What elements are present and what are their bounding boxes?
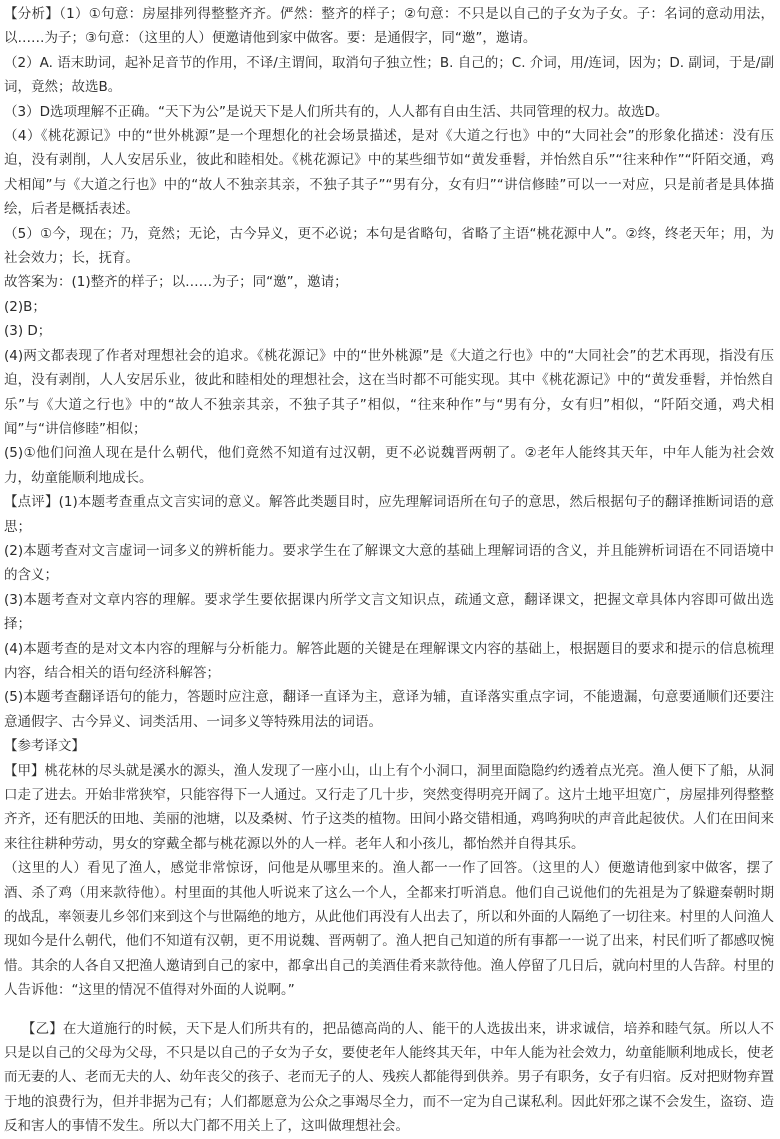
paragraph: 【分析】（1）①句意：房屋排列得整整齐齐。俨然：整齐的样子；②句意：不只是以自己的子女为子女。子：名词的意动用法，以……为子；③句意：（这里的人）便邀请他到家中做客。要：是通假字，同“邀”，邀请。 [4,6,774,47]
paragraph: （2）A. 语末助词，起补足音节的作用，不译/主谓间，取消句子独立性；B. 自己的；C. 介词，用/连词，因为；D. 副词，于是/副词，竟然；故选B。 [4,54,774,96]
paragraph: (5)本题考查翻译语句的能力，答题时应注意，翻译一直译为主，意译为辅，直译落实重点字词，不能遗漏，句意要通顺们还要注意通假字、古今异义、词类活用、一词多义等特殊用法的词语。 [4,689,774,730]
paragraph: (4)本题考查的是对文本内容的理解与分析能力。解答此题的关键是在理解课文内容的基础上，根据题目的要求和提示的信息梳理内容，结合相关的语句经济科解答； [4,640,774,681]
paragraph: 【点评】(1)本题考查重点文言实词的意义。解答此类题目时，应先理解词语所在句子的意思，然后根据句子的翻译推断词语的意思； [4,494,774,535]
paragraph: (2)本题考查对文言虚词一词多义的辨析能力。要求学生在了解课文大意的基础上理解词语的含义，并且能辨析词语在不同语境中的含义； [4,542,774,584]
paragraph: （4）《桃花源记》中的“世外桃源”是一个理想化的社会场景描述，是对《大道之行也》中的“大同社会”的形象化描述：没有压迫，没有剥削，人人安居乐业，彼此和睦相处。《桃花源记》中的某些细节如“黄发垂髫，并怡然自乐”“往来种作”“阡陌交通，鸡犬相闻”与《大道之行也》中的“故人不独亲其亲，不独子其子”“男有分，女有归”“讲信修睦”可以一一对应，只是前者是具体描绘，后者是概括表述。 [4,128,774,218]
paragraph: 【甲】桃花林的尽头就是溪水的源头，渔人发现了一座小山，山上有个小洞口，洞里面隐隐约约透着点光亮。渔人便下了船，从洞口走了进去。开始非常狭窄，只能容得下一人通过。又行走了几十步，突然变得明亮开阔了。这片土地平坦宽广，房屋排列得整整齐齐，还有肥沃的田地、美丽的池塘，以及桑树、竹子这类的植物。田间小路交错相通，鸡鸣狗吠的声音此起彼伏。人们在田间来来往往耕种劳动，男女的穿戴全都与桃花源以外的人一样。老年人和小孩儿，都怡然并自得其乐。 [4,762,774,852]
paragraph: (3) D； [4,323,52,340]
paragraph: （5）①今，现在；乃，竟然；无论，古今异义，更不必说；本句是省略句，省略了主语“桃花源中人”。②终，终老天年；用，为社会效力；长，抚育。 [4,225,774,267]
paragraph: 【乙】在大道施行的时候，天下是人们所共有的，把品德高尚的人、能干的人选拔出来，讲求诚信，培养和睦气氛。所以人不只是以自己的父母为父母，不只是以自己的子女为子女，要使老年人能终其天年，中年人能为社会效力，幼童能顺利地成长，使老而无妻的人、老而无夫的人、幼年丧父的孩子、老而无子的人、残疾人都能得到供养。男子有职务，女子有归宿。反对把财物弃置于地的浪费行为，但并非据为己有；人们都愿意为公众之事竭尽全力，而不一定为自己谋私利。因此奸邪之谋不会发生，盗窃、造反和害人的事情不发生。所以大门都不用关上了，这叫做理想社会。 [4,1020,775,1135]
paragraph: (3)本题考查对文章内容的理解。要求学生要依据课内所学文言文知识点，疏通文意，翻译课文，把握文章具体内容即可做出选择； [4,591,774,633]
paragraph: 【参考译文】 [4,738,85,755]
paragraph-gap [4,1003,774,1017]
paragraph: (4)两文都表现了作者对理想社会的追求。《桃花源记》中的“世外桃源”是《大道之行也》中的“大同社会”的艺术再现，指没有压迫，没有剥削，人人安居乐业，彼此和睦相处的理想社会，这在当时都不可能实现。其中《桃花源记》中的“黄发垂髫，并怡然自乐”与《大道之行也》中的“故人不独亲其亲，不独子其子”相似，“往来种作”与“男有分，女有归”相似，“阡陌交通，鸡犬相闻”与“讲信修睦”相似； [4,347,774,437]
paragraph: (5)①他们问渔人现在是什么朝代，他们竟然不知道有过汉朝，更不必说魏晋两朝了。②老年人能终其天年，中年人能为社会效力，幼童能顺利地成长。 [4,445,774,486]
paragraph: （3）D选项理解不正确。“天下为公”是说天下是人们所共有的，人人都有自由生活、共同管理的权力。故选D。 [4,103,669,120]
paragraph: 故答案为：(1)整齐的样子；以……为子；同“邀”，邀请； [4,274,348,291]
paragraph: （这里的人）看见了渔人，感觉非常惊讶，问他是从哪里来的。渔人都一一作了回答。（这里的人）便邀请他到家中做客，摆了酒、杀了鸡（用来款待他）。村里面的其他人听说来了这么一个人，全都来打听消息。他们自己说他们的先祖是为了躲避秦朝时期的战乱，率领妻儿乡邻们来到这个与世隔绝的地方，从此他们再没有人出去了，所以和外面的人隔绝了一切往来。村里的人问渔人现如今是什么朝代，他们不知道有汉朝，更不用说魏、晋两朝了。渔人把自己知道的所有事都一一说了出来，村民们听了都感叹惋惜。其余的人各自又把渔人邀请到自己的家中，都拿出自己的美酒佳肴来款待他。渔人停留了几日后，就向村里的人告辞。村里的人告诉他：“这里的情况不值得对外面的人说啊。” [4,860,774,999]
paragraph: (2)B； [4,298,46,315]
